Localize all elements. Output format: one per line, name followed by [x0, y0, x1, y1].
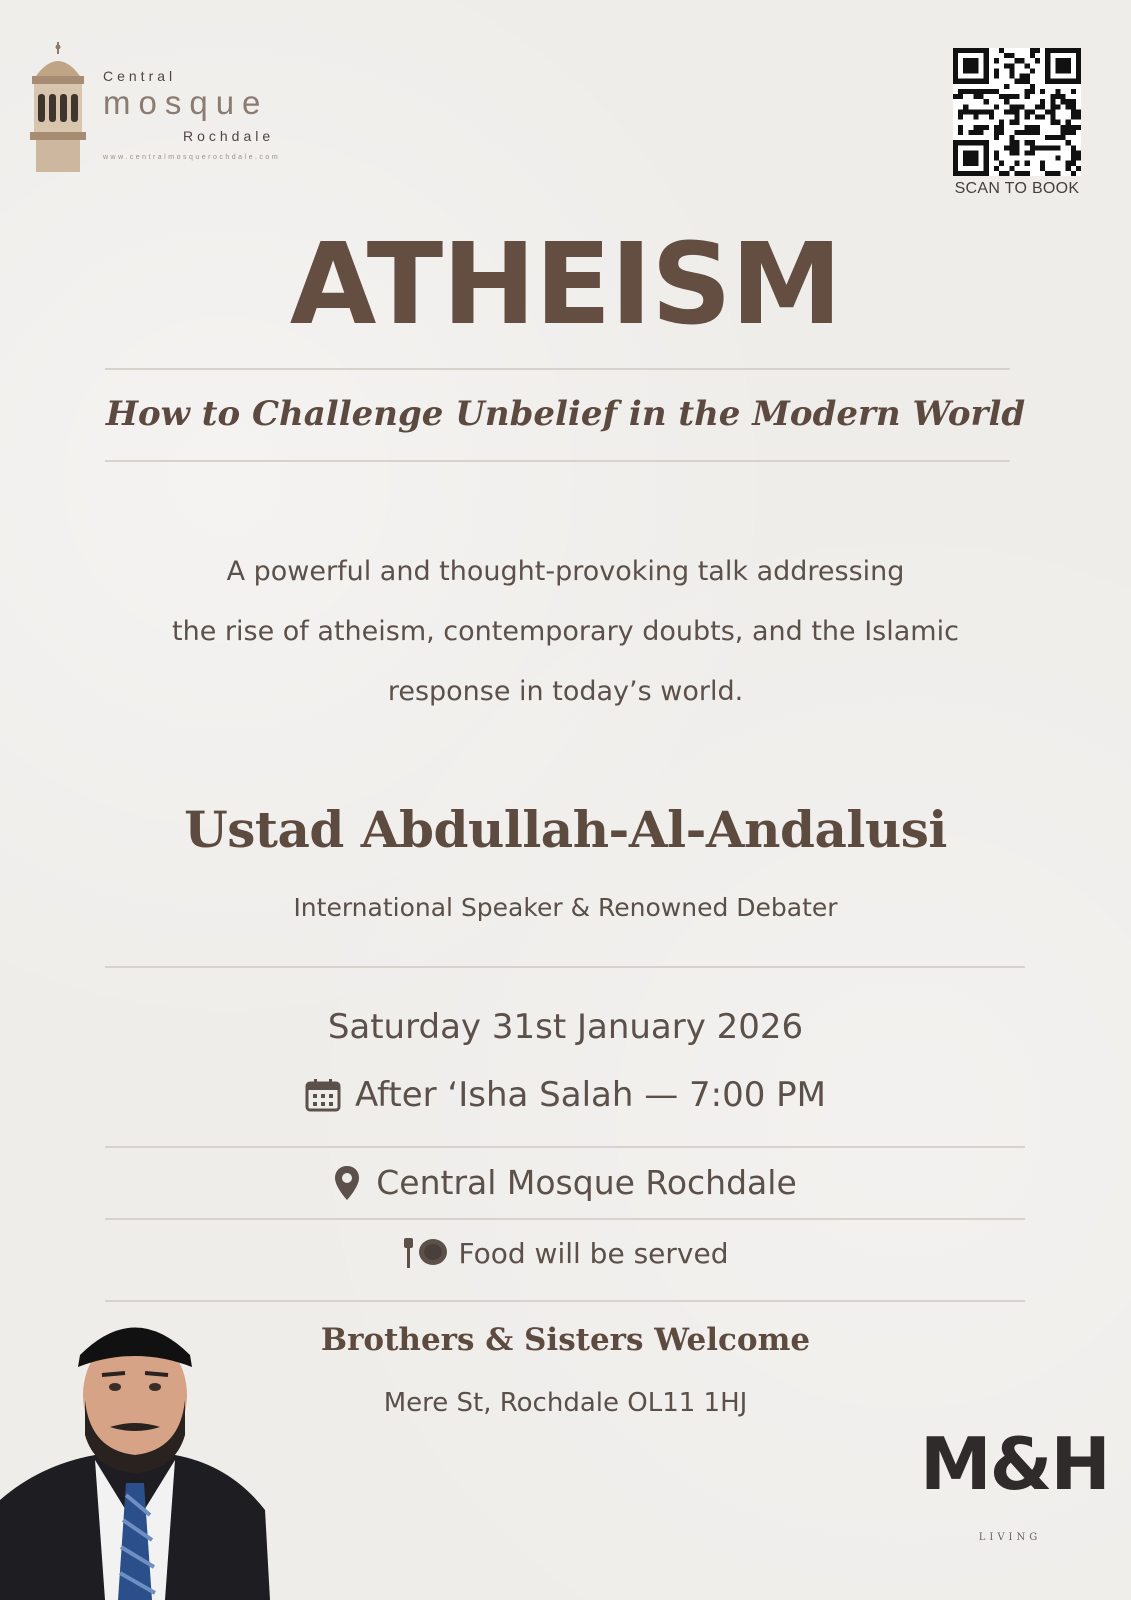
- qr-code[interactable]: [953, 48, 1081, 176]
- logo-url: www.centralmosquerochdale.com: [103, 154, 281, 161]
- divider: [105, 368, 1010, 370]
- event-address: Mere St, Rochdale OL11 1HJ: [383, 1388, 748, 1418]
- event-location: Central Mosque Rochdale: [376, 1163, 797, 1202]
- qr-caption: SCAN TO BOOK: [954, 180, 1080, 197]
- map-pin-icon: [334, 1165, 360, 1201]
- event-description: [0, 542, 1131, 722]
- audience-note: Brothers & Sisters Welcome: [320, 1322, 811, 1358]
- divider: [105, 1146, 1025, 1148]
- logo-text-central: Central: [103, 68, 177, 84]
- logo-text-rochdale: Rochdale: [183, 128, 275, 144]
- event-title: ATHEISM: [289, 220, 842, 350]
- event-food: Food will be served: [458, 1236, 729, 1270]
- divider: [105, 460, 1010, 462]
- event-time-row: [0, 1075, 1131, 1115]
- speaker-role: International Speaker & Renowned Debater: [293, 893, 838, 922]
- event-food-row: [0, 1236, 1131, 1270]
- divider: [105, 1300, 1025, 1302]
- sponsor-logo: M&H: [920, 1422, 1109, 1506]
- event-time: After ‘Isha Salah — 7:00 PM: [354, 1075, 827, 1115]
- calendar-icon: [305, 1078, 341, 1112]
- event-date: Saturday 31st January 2026: [327, 1007, 804, 1047]
- speaker-name: Ustad Abdullah-Al-Andalusi: [184, 800, 947, 859]
- minaret-icon: [22, 40, 94, 175]
- description-line: the rise of atheism, contemporary doubts, and the Islamic: [172, 616, 959, 647]
- description-line: A powerful and thought-provoking talk addressing: [226, 556, 905, 587]
- logo-text-mosque: mosque: [103, 84, 269, 121]
- sponsor-tagline: LIVING: [978, 1532, 1042, 1543]
- divider: [105, 1218, 1025, 1220]
- divider: [105, 966, 1025, 968]
- event-location-row: [0, 1163, 1131, 1202]
- dining-icon: [403, 1236, 449, 1270]
- description-line: response in today’s world.: [387, 676, 744, 707]
- speaker-photo: [0, 1315, 270, 1600]
- event-subtitle: How to Challenge Unbelief in the Modern World: [105, 394, 1026, 434]
